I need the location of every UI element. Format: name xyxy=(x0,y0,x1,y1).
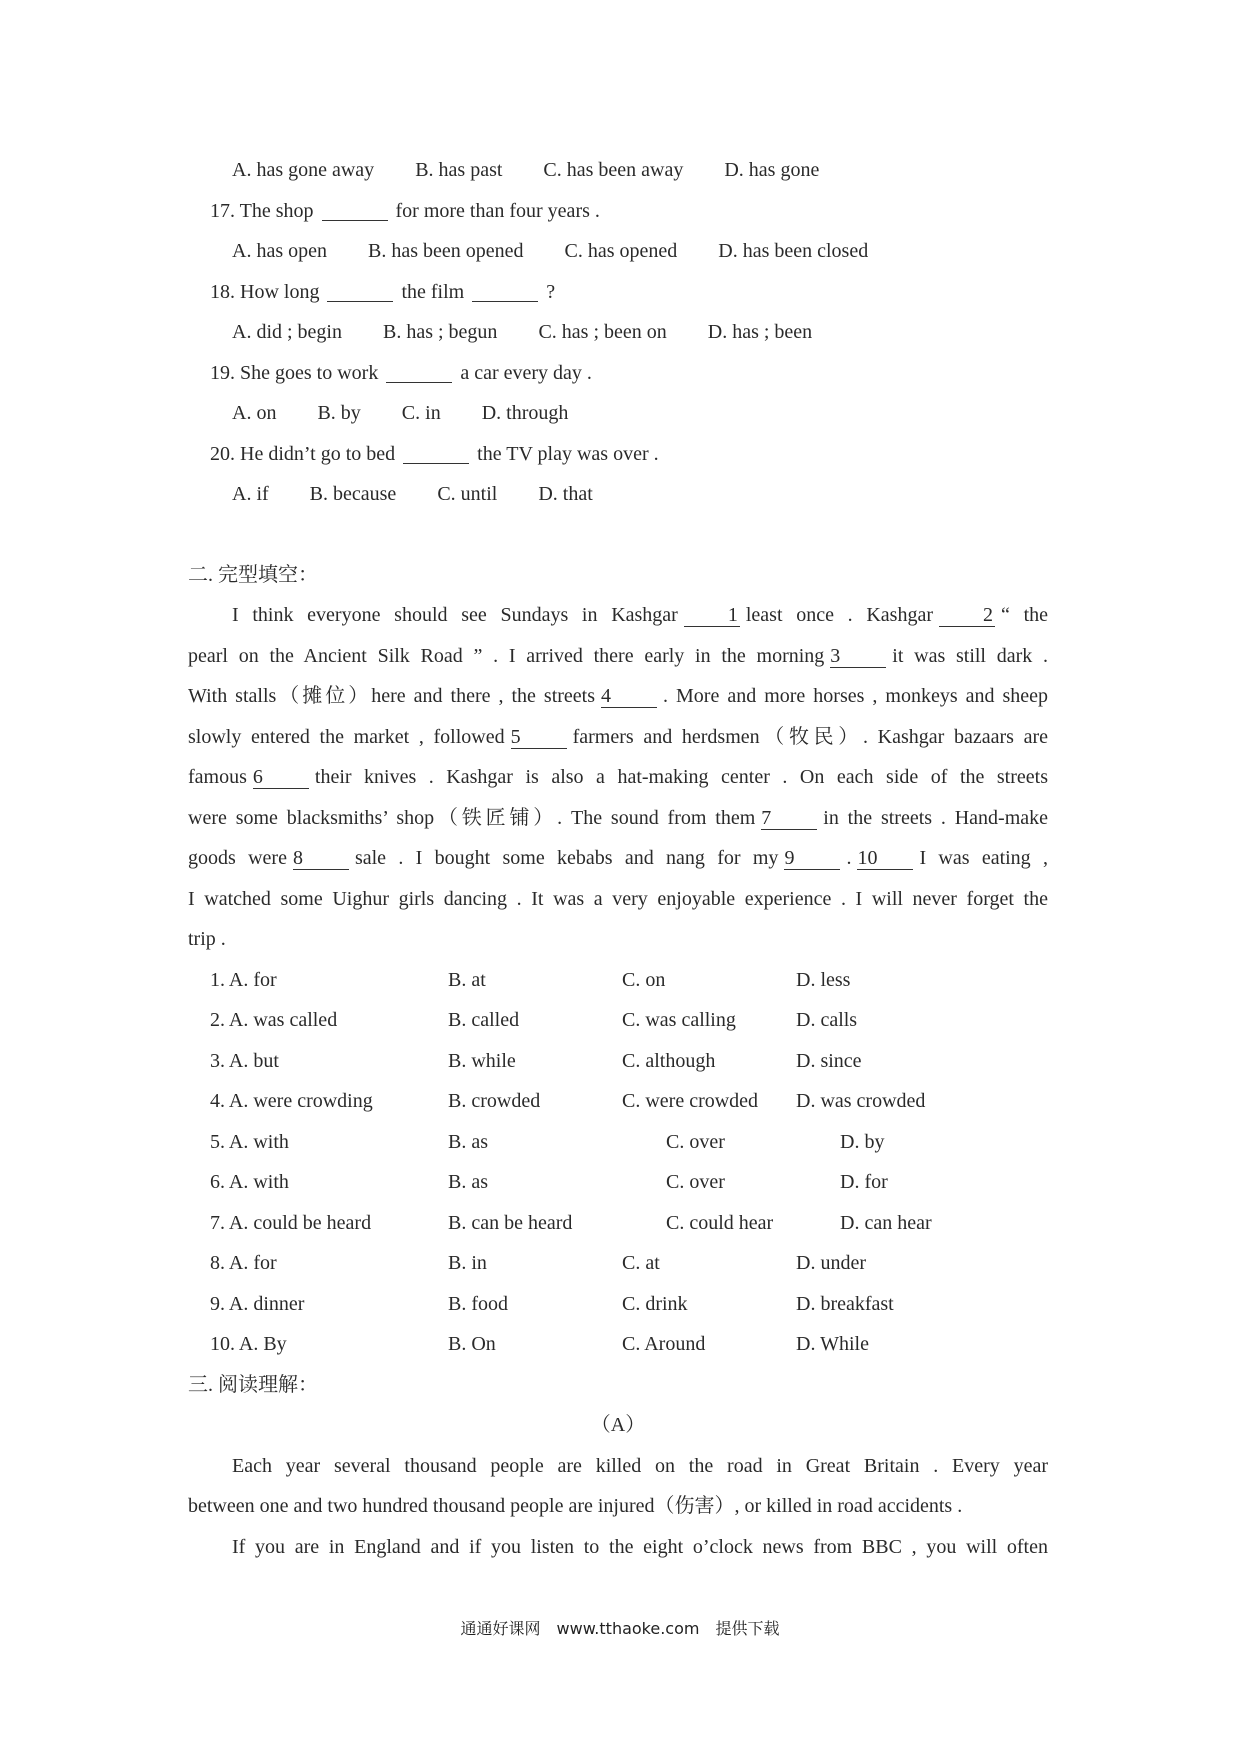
option-b: B. has been opened xyxy=(367,240,524,262)
exam-page xyxy=(188,150,1048,1567)
question-text: ? xyxy=(546,280,556,303)
cloze-line: pearl on the Ancient Silk Road ” . I arrived there early in the morning 3 it was still dark . xyxy=(188,644,1048,667)
reading-line: between one and two hundred thousand people are injured（伤害）, or killed in road accidents . xyxy=(188,1495,963,1517)
option-a: A. on xyxy=(232,402,277,424)
answer-blank xyxy=(403,443,469,464)
cloze-gap: 3 xyxy=(830,645,886,668)
option-d: D. has been closed xyxy=(718,240,869,262)
cloze-line: With stalls（摊位）here and there , the streets 4 . More and more horses , monkeys and sheep xyxy=(188,685,1049,707)
cloze-gap: 7 xyxy=(761,807,817,830)
q18-options xyxy=(188,312,1048,353)
cloze-option-row: 7. A. could be heard B. can be heard C. could hear D. can hear xyxy=(210,1211,932,1234)
cloze-gap: 6 xyxy=(253,766,309,789)
answer-blank xyxy=(472,281,538,302)
cloze-gap: 8 xyxy=(293,847,349,870)
option-b: B. because xyxy=(309,483,397,505)
question-17 xyxy=(188,191,1048,232)
cloze-option-row: 5. A. with B. as C. over D. by xyxy=(210,1130,885,1153)
cloze-option-row: 8. A. for B. in C. at D. under xyxy=(210,1252,866,1274)
cloze-line: trip . xyxy=(188,928,226,950)
option-a: A. has open xyxy=(232,240,327,262)
question-text: the TV play was over . xyxy=(477,442,659,465)
cloze-gap: 5 xyxy=(511,726,567,749)
option-a: A. if xyxy=(232,483,269,505)
question-text: for more than four years . xyxy=(395,199,600,222)
question-18 xyxy=(188,272,1048,313)
option-c: C. in xyxy=(401,402,441,424)
cloze-line: slowly entered the market , followed 5 farmers and herdsmen（牧民）. Kashgar bazaars are xyxy=(188,725,1048,748)
cloze-line: were some blacksmiths’ shop（铁匠铺）. The sound from them 7 in the streets . Hand-make xyxy=(188,806,1049,829)
option-c: C. until xyxy=(437,483,498,505)
question-text: the film xyxy=(401,280,465,303)
q16-options xyxy=(188,150,1048,191)
q19-options xyxy=(188,393,1048,434)
option-d: D. has gone xyxy=(724,159,820,181)
passage-a-title: （A） xyxy=(590,1414,646,1436)
cloze-options xyxy=(188,960,1048,1365)
cloze-gap: 1 xyxy=(684,604,740,627)
option-c: C. has been away xyxy=(543,159,684,181)
q17-options xyxy=(188,231,1048,272)
question-20 xyxy=(188,434,1048,475)
question-text: 18. How long xyxy=(210,280,320,303)
option-d: D. through xyxy=(481,402,569,424)
answer-blank xyxy=(322,200,388,221)
page-footer: 通通好课网 www.tthaoke.com 提供下载 xyxy=(460,1619,780,1638)
option-a: A. did ; begin xyxy=(232,321,342,343)
question-text: 17. The shop xyxy=(210,199,314,222)
answer-blank xyxy=(327,281,393,302)
question-text: 19. She goes to work xyxy=(210,361,379,384)
cloze-line: I think everyone should see Sundays in Kashgar 1 least once . Kashgar 2 “ the xyxy=(232,604,1049,626)
cloze-gap: 9 xyxy=(784,847,840,870)
cloze-line: famous 6 their knives . Kashgar is also a hat-making center . On each side of the streets xyxy=(188,766,1048,788)
cloze-option-row: 10. A. By B. On C. Around D. While xyxy=(210,1333,869,1355)
cloze-gap: 10 xyxy=(857,847,913,870)
q20-options xyxy=(188,474,1048,515)
answer-blank xyxy=(386,362,452,383)
reading-line: If you are in England and if you listen to the eight o’clock news from BBC , you will often xyxy=(232,1535,1048,1558)
option-d: D. that xyxy=(538,483,593,505)
cloze-option-row: 9. A. dinner B. food C. drink D. breakfast xyxy=(210,1292,894,1315)
cloze-line: I watched some Uighur girls dancing . It was a very enjoyable experience . I will never forget the xyxy=(188,887,1048,910)
option-c: C. has ; been on xyxy=(538,321,667,343)
cloze-line: goods were 8 sale . I bought some kebabs and nang for my 9 . 10 I was eating , xyxy=(188,847,1048,869)
question-19 xyxy=(188,353,1048,394)
cloze-option-row: 3. A. but B. while C. although D. since xyxy=(210,1049,862,1072)
option-d: D. has ; been xyxy=(707,321,813,343)
question-text: 20. He didn’t go to bed xyxy=(210,442,396,465)
option-b: B. by xyxy=(317,402,361,424)
option-a: A. has gone away xyxy=(232,159,375,181)
cloze-option-row: 4. A. were crowding B. crowded C. were crowded D. was crowded xyxy=(210,1090,926,1112)
question-text: a car every day . xyxy=(460,361,592,384)
cloze-gap: 2 xyxy=(939,604,995,627)
cloze-option-row: 6. A. with B. as C. over D. for xyxy=(210,1171,888,1193)
option-c: C. has opened xyxy=(564,240,678,262)
cloze-gap: 4 xyxy=(601,685,657,708)
option-b: B. has past xyxy=(415,159,503,181)
option-b: B. has ; begun xyxy=(383,321,498,343)
cloze-heading: 二. 完型填空： xyxy=(188,563,318,586)
reading-line: Each year several thousand people are killed on the road in Great Britain . Every year xyxy=(232,1454,1048,1477)
cloze-option-row: 1. A. for B. at C. on D. less xyxy=(210,968,851,991)
cloze-option-row: 2. A. was called B. called C. was calling D. calls xyxy=(210,1009,858,1031)
reading-heading: 三. 阅读理解： xyxy=(188,1373,318,1396)
